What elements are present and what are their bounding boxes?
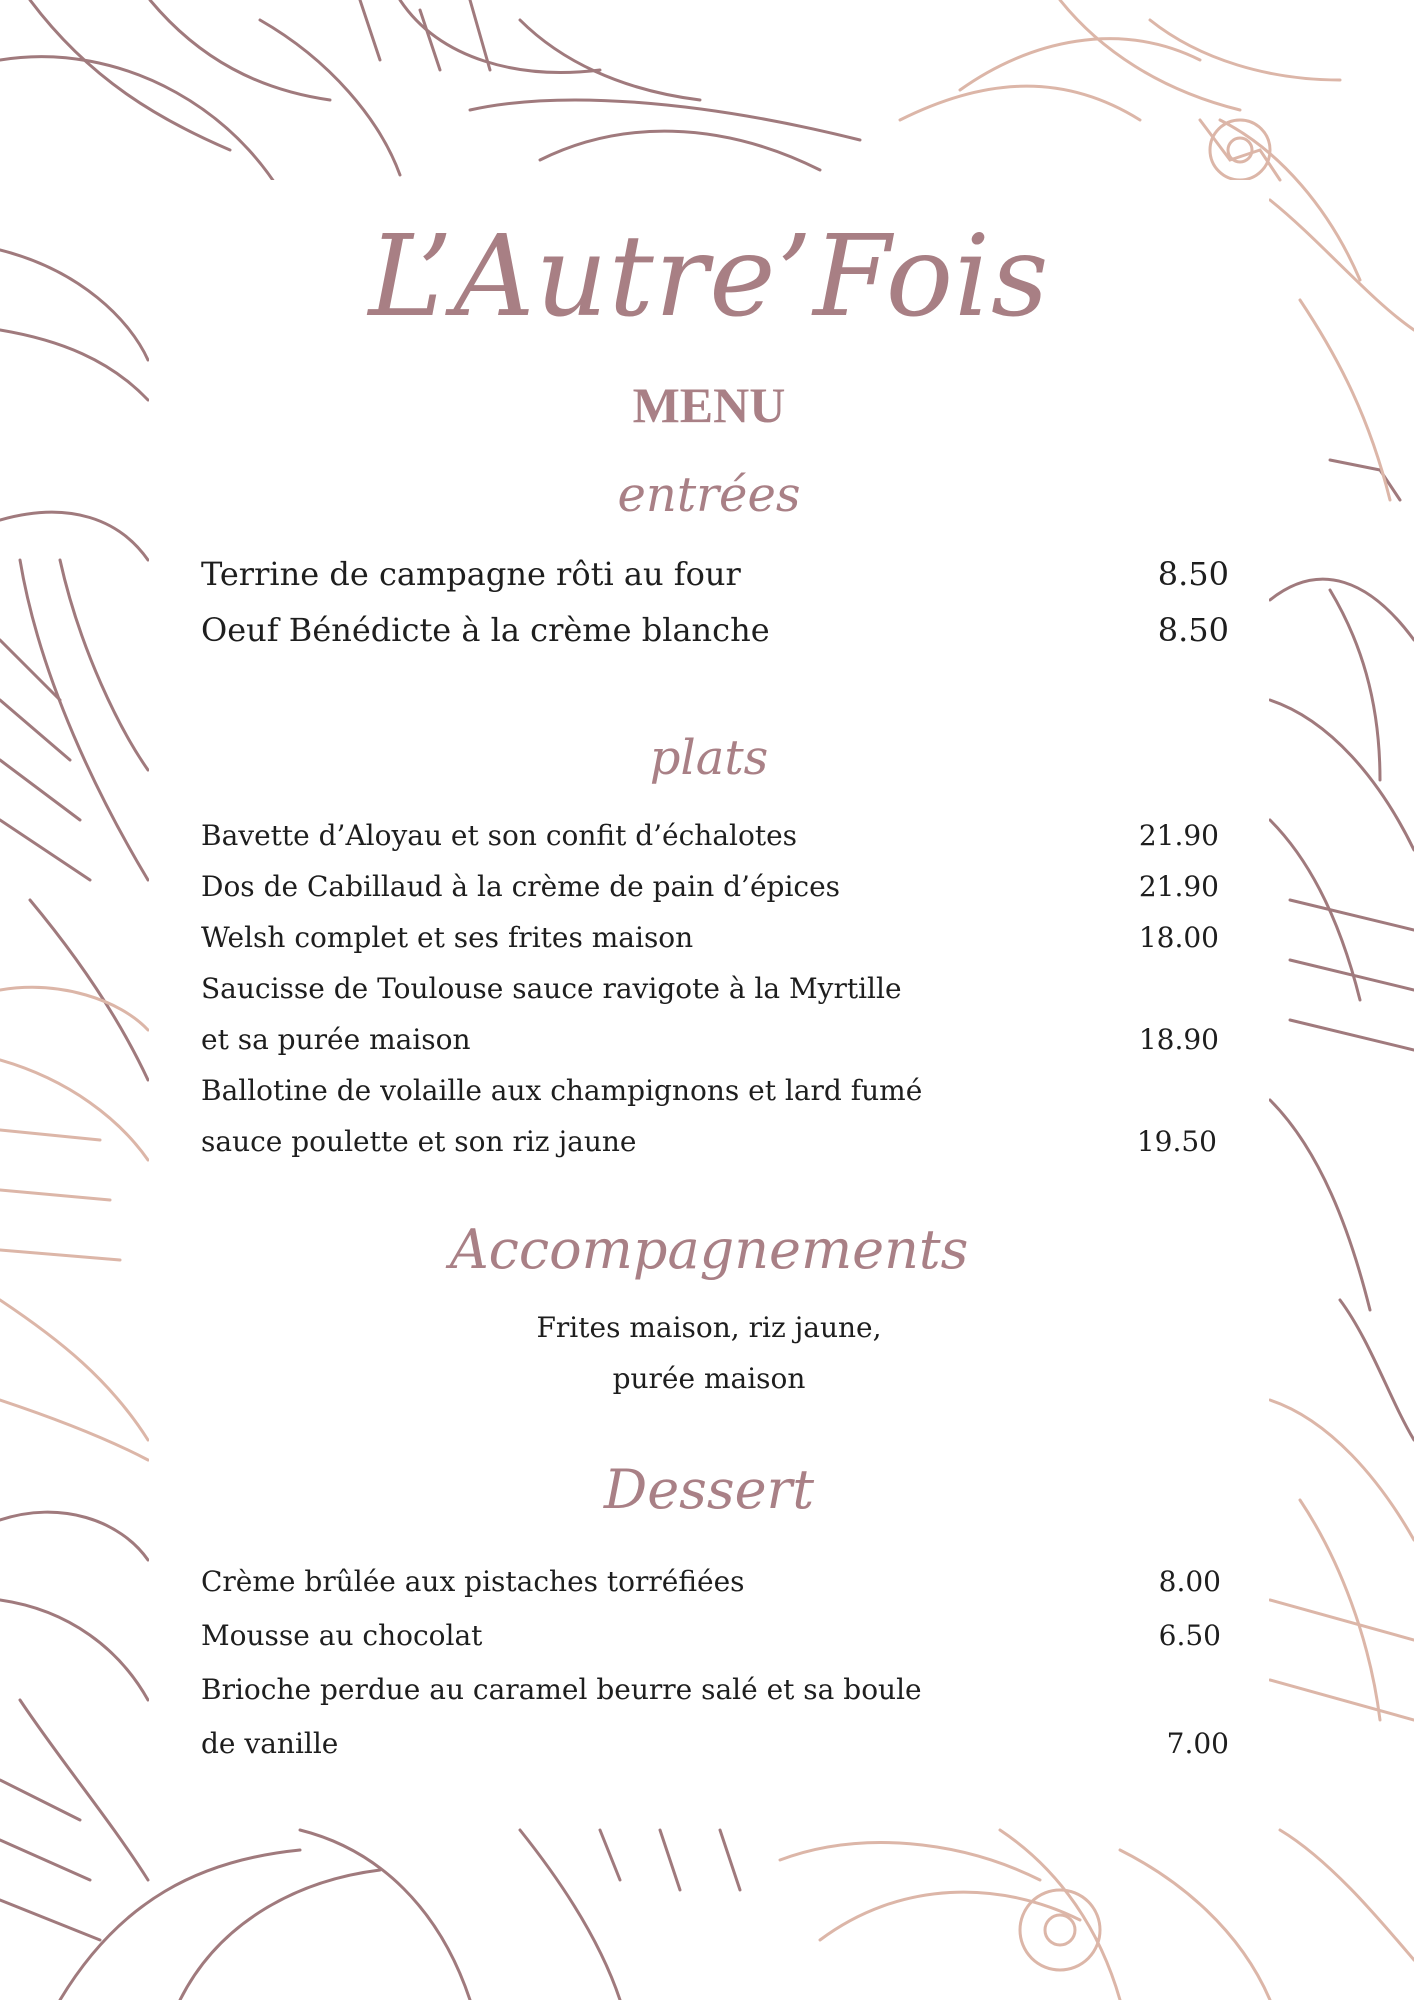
dessert-item-price: 6.50 — [1158, 1619, 1221, 1652]
dessert-item-price: 8.00 — [1158, 1565, 1221, 1598]
section-title-dessert: Dessert — [603, 1458, 815, 1521]
section-title-plats: plats — [649, 730, 769, 786]
accompagnements-line2: purée maison — [612, 1362, 806, 1395]
plat-item-name-line1: Saucisse de Toulouse sauce ravigote à la Myrtille — [201, 972, 902, 1005]
plat-item-name: Welsh complet et ses frites maison — [201, 921, 694, 954]
section-title-entrees: entrées — [617, 467, 801, 523]
entree-item-price: 8.50 — [1157, 555, 1229, 593]
plat-item-price: 21.90 — [1138, 870, 1219, 903]
dessert-item-name: Crème brûlée aux pistaches torréfiées — [201, 1565, 745, 1598]
dessert-item-price: 7.00 — [1166, 1727, 1229, 1760]
menu-heading: MENU — [632, 377, 786, 433]
plat-item-name: Bavette d’Aloyau et son confit d’échalotes — [201, 819, 798, 852]
plat-item-name: Dos de Cabillaud à la crème de pain d’épices — [201, 870, 841, 903]
menu-card — [149, 180, 1269, 1820]
plat-item-price: 18.90 — [1138, 1023, 1219, 1056]
section-title-accompagnements: Accompagnements — [449, 1218, 969, 1281]
plat-item-price: 19.50 — [1136, 1125, 1217, 1158]
plat-item-name-line1: Ballotine de volaille aux champignons et lard fumé — [201, 1074, 923, 1107]
entree-item-price: 8.50 — [1157, 611, 1229, 649]
dessert-item-name-line1: Brioche perdue au caramel beurre salé et sa boule — [201, 1673, 922, 1706]
entree-item-name: Terrine de campagne rôti au four — [201, 555, 741, 593]
plat-item-price: 21.90 — [1138, 819, 1219, 852]
plat-item-price: 18.00 — [1138, 921, 1219, 954]
plat-item-name-line2: et sa purée maison — [201, 1023, 471, 1056]
dessert-item-name-line2: de vanille — [201, 1727, 339, 1760]
restaurant-logo-title: L’Autre’Fois — [368, 212, 1050, 342]
dessert-item-name: Mousse au chocolat — [201, 1619, 483, 1652]
plat-item-name-line2: sauce poulette et son riz jaune — [201, 1125, 637, 1158]
accompagnements-line1: Frites maison, riz jaune, — [536, 1311, 882, 1344]
entree-item-name: Oeuf Bénédicte à la crème blanche — [201, 611, 770, 649]
